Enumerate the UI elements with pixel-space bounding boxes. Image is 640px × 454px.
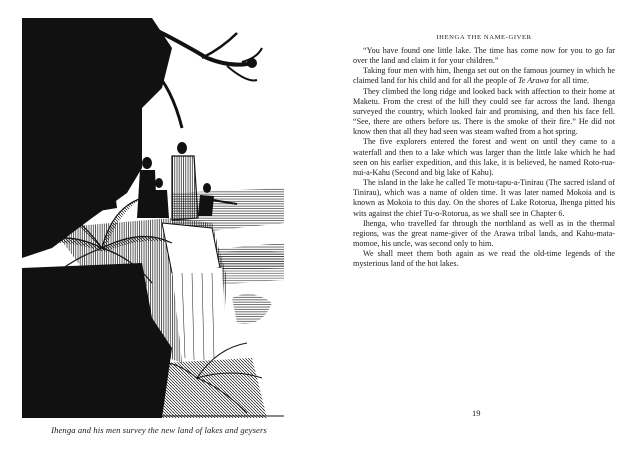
ink-drawing: [22, 18, 284, 418]
text-page: [353, 34, 615, 269]
paragraph-2-end: for all time.: [550, 76, 590, 86]
paragraph-1: “You have found one little lake. The time has come now for you to go far over the land and claim it for your children.”: [353, 46, 615, 66]
page-number: 19: [472, 408, 481, 418]
illustration-ihenga-waterfall: [22, 18, 284, 418]
paragraph-6: Ihenga, who travelled far through the northland as well as in the thermal regions, was the great name-giver of the Arawa tribal lands, and Kahu-mata-momoe, his uncle, was second only to him.: [353, 218, 615, 248]
paragraph-2: [353, 66, 615, 86]
paragraph-3: They climbed the long ridge and looked back with affection to their home at Maketu. From the crest of the hill they could see far across the land. Ihenga surveyed the country, which looked fair and promising, and then his face fell. “See, there are others before us. There is the smoke of their fire.” He did not know then that all they had seen was steam wafted from a hot spring.: [353, 86, 615, 137]
paragraph-4: The five explorers entered the forest and went on until they came to a waterfall and then to a lake which was larger than the little lake which he had seen on his earlier expedition, and this lake, it is believed, he named Roto-rua-nui-a-Kahu (Second and big lake of Kahu).: [353, 137, 615, 177]
paragraph-2-italic: Te Arawa: [517, 76, 549, 86]
illustration-caption: Ihenga and his men survey the new land of lakes and geysers: [51, 425, 267, 435]
paragraph-5: The island in the lake he called Te motu-tapu-a-Tinirau (The sacred island of Tinirau), which was a name of olden time. It was later named Mokoia and is known as Mokoia to this day. On the shores of Lake Rotorua, Ihenga pitted his wits against the chief Tu-o-Rotorua, as we shall see in Chapter 6.: [353, 178, 615, 218]
running-head: IHENGA THE NAME-GIVER: [436, 34, 532, 41]
paragraph-2-text: Taking four men with him, Ihenga set out on the famous journey in which he claimed land for his child and for all the people of: [353, 66, 615, 86]
paragraph-7: We shall meet them both again as we read the old-time legends of the mysterious land of the hot lakes.: [353, 249, 615, 269]
